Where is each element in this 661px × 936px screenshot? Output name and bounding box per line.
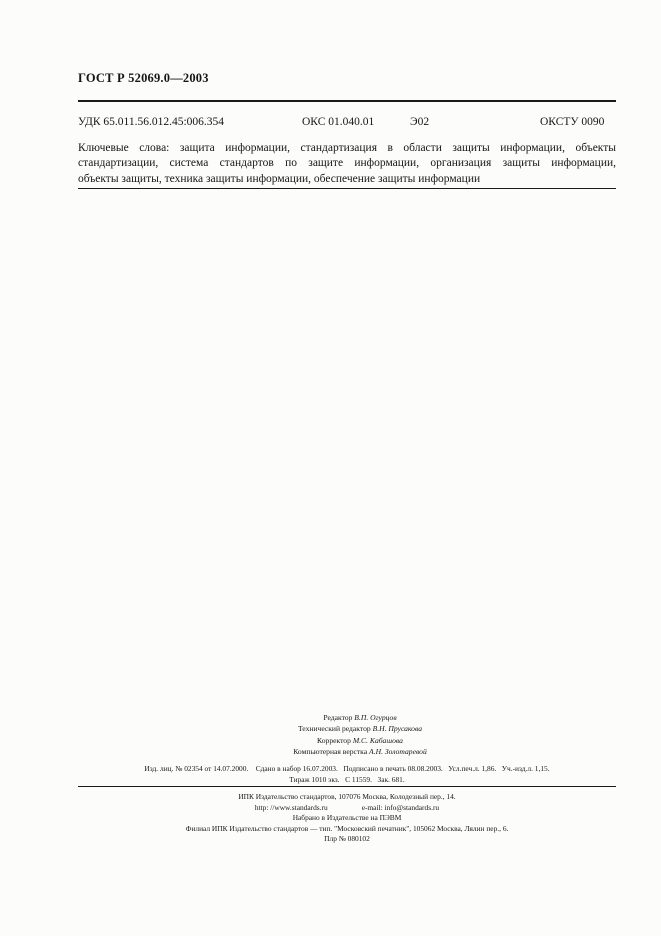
- imprint-divider: [78, 786, 616, 787]
- credit-editor: Редактор В.П. Огурцов: [323, 713, 397, 722]
- group-code: Э02: [410, 116, 430, 128]
- keywords-line: стандартизации, система стандартов по защите информации, организация защиты информации,: [78, 157, 616, 170]
- publisher-block: [78, 792, 616, 845]
- publisher-website[interactable]: http: //www.standards.ru: [254, 802, 328, 812]
- credits-block: [200, 712, 520, 758]
- printing-details: [78, 764, 616, 785]
- printing-line: Тираж 1010 экз. С 11559. Зак. 681.: [289, 774, 405, 784]
- printing-line: Изд. лиц. № 02354 от 14.07.2000. Сдано в набор 16.07.2003. Подписано в печать 08.08.2003. Усл.печ.л. 1,86. Уч.-изд.л. 1,15.: [144, 764, 550, 773]
- publisher-typeset-note: Набрано в Издательстве на ПЭВМ: [292, 813, 402, 823]
- publisher-email[interactable]: e-mail: info@standards.ru: [361, 802, 440, 812]
- top-divider: [78, 100, 616, 102]
- udk-code: УДК 65.011.56.012.45:006.354: [78, 116, 225, 128]
- credit-corrector: Корректор М.С. Кабашова: [317, 735, 403, 745]
- keywords-divider: [78, 188, 616, 189]
- keywords-line: объекты защиты, техника защиты информации, обеспечение защиты информации: [78, 172, 481, 185]
- publisher-contacts: [78, 803, 616, 814]
- publisher-license: Плр № 080102: [324, 834, 370, 844]
- oks-code: ОКС 01.040.01: [302, 116, 375, 128]
- keywords-line: Ключевые слова: защита информации, стандартизация в области защиты информации, объекты: [78, 142, 616, 154]
- keywords-paragraph: [78, 141, 616, 187]
- publisher-branch: Филиал ИПК Издательство стандартов — тип. "Московский печатник", 105062 Москва, Лялин пер., 6.: [185, 823, 509, 833]
- credit-layout: Компьютерная верстка А.Н. Золотаревой: [293, 747, 427, 757]
- okstu-code: ОКСТУ 0090: [540, 116, 605, 128]
- credit-tech-editor: Технический редактор В.Н. Прусакова: [297, 724, 423, 734]
- publisher-address: ИПК Издательство стандартов, 107076 Москва, Колодезный пер., 14.: [238, 792, 456, 801]
- standard-code: ГОСТ Р 52069.0—2003: [78, 71, 209, 85]
